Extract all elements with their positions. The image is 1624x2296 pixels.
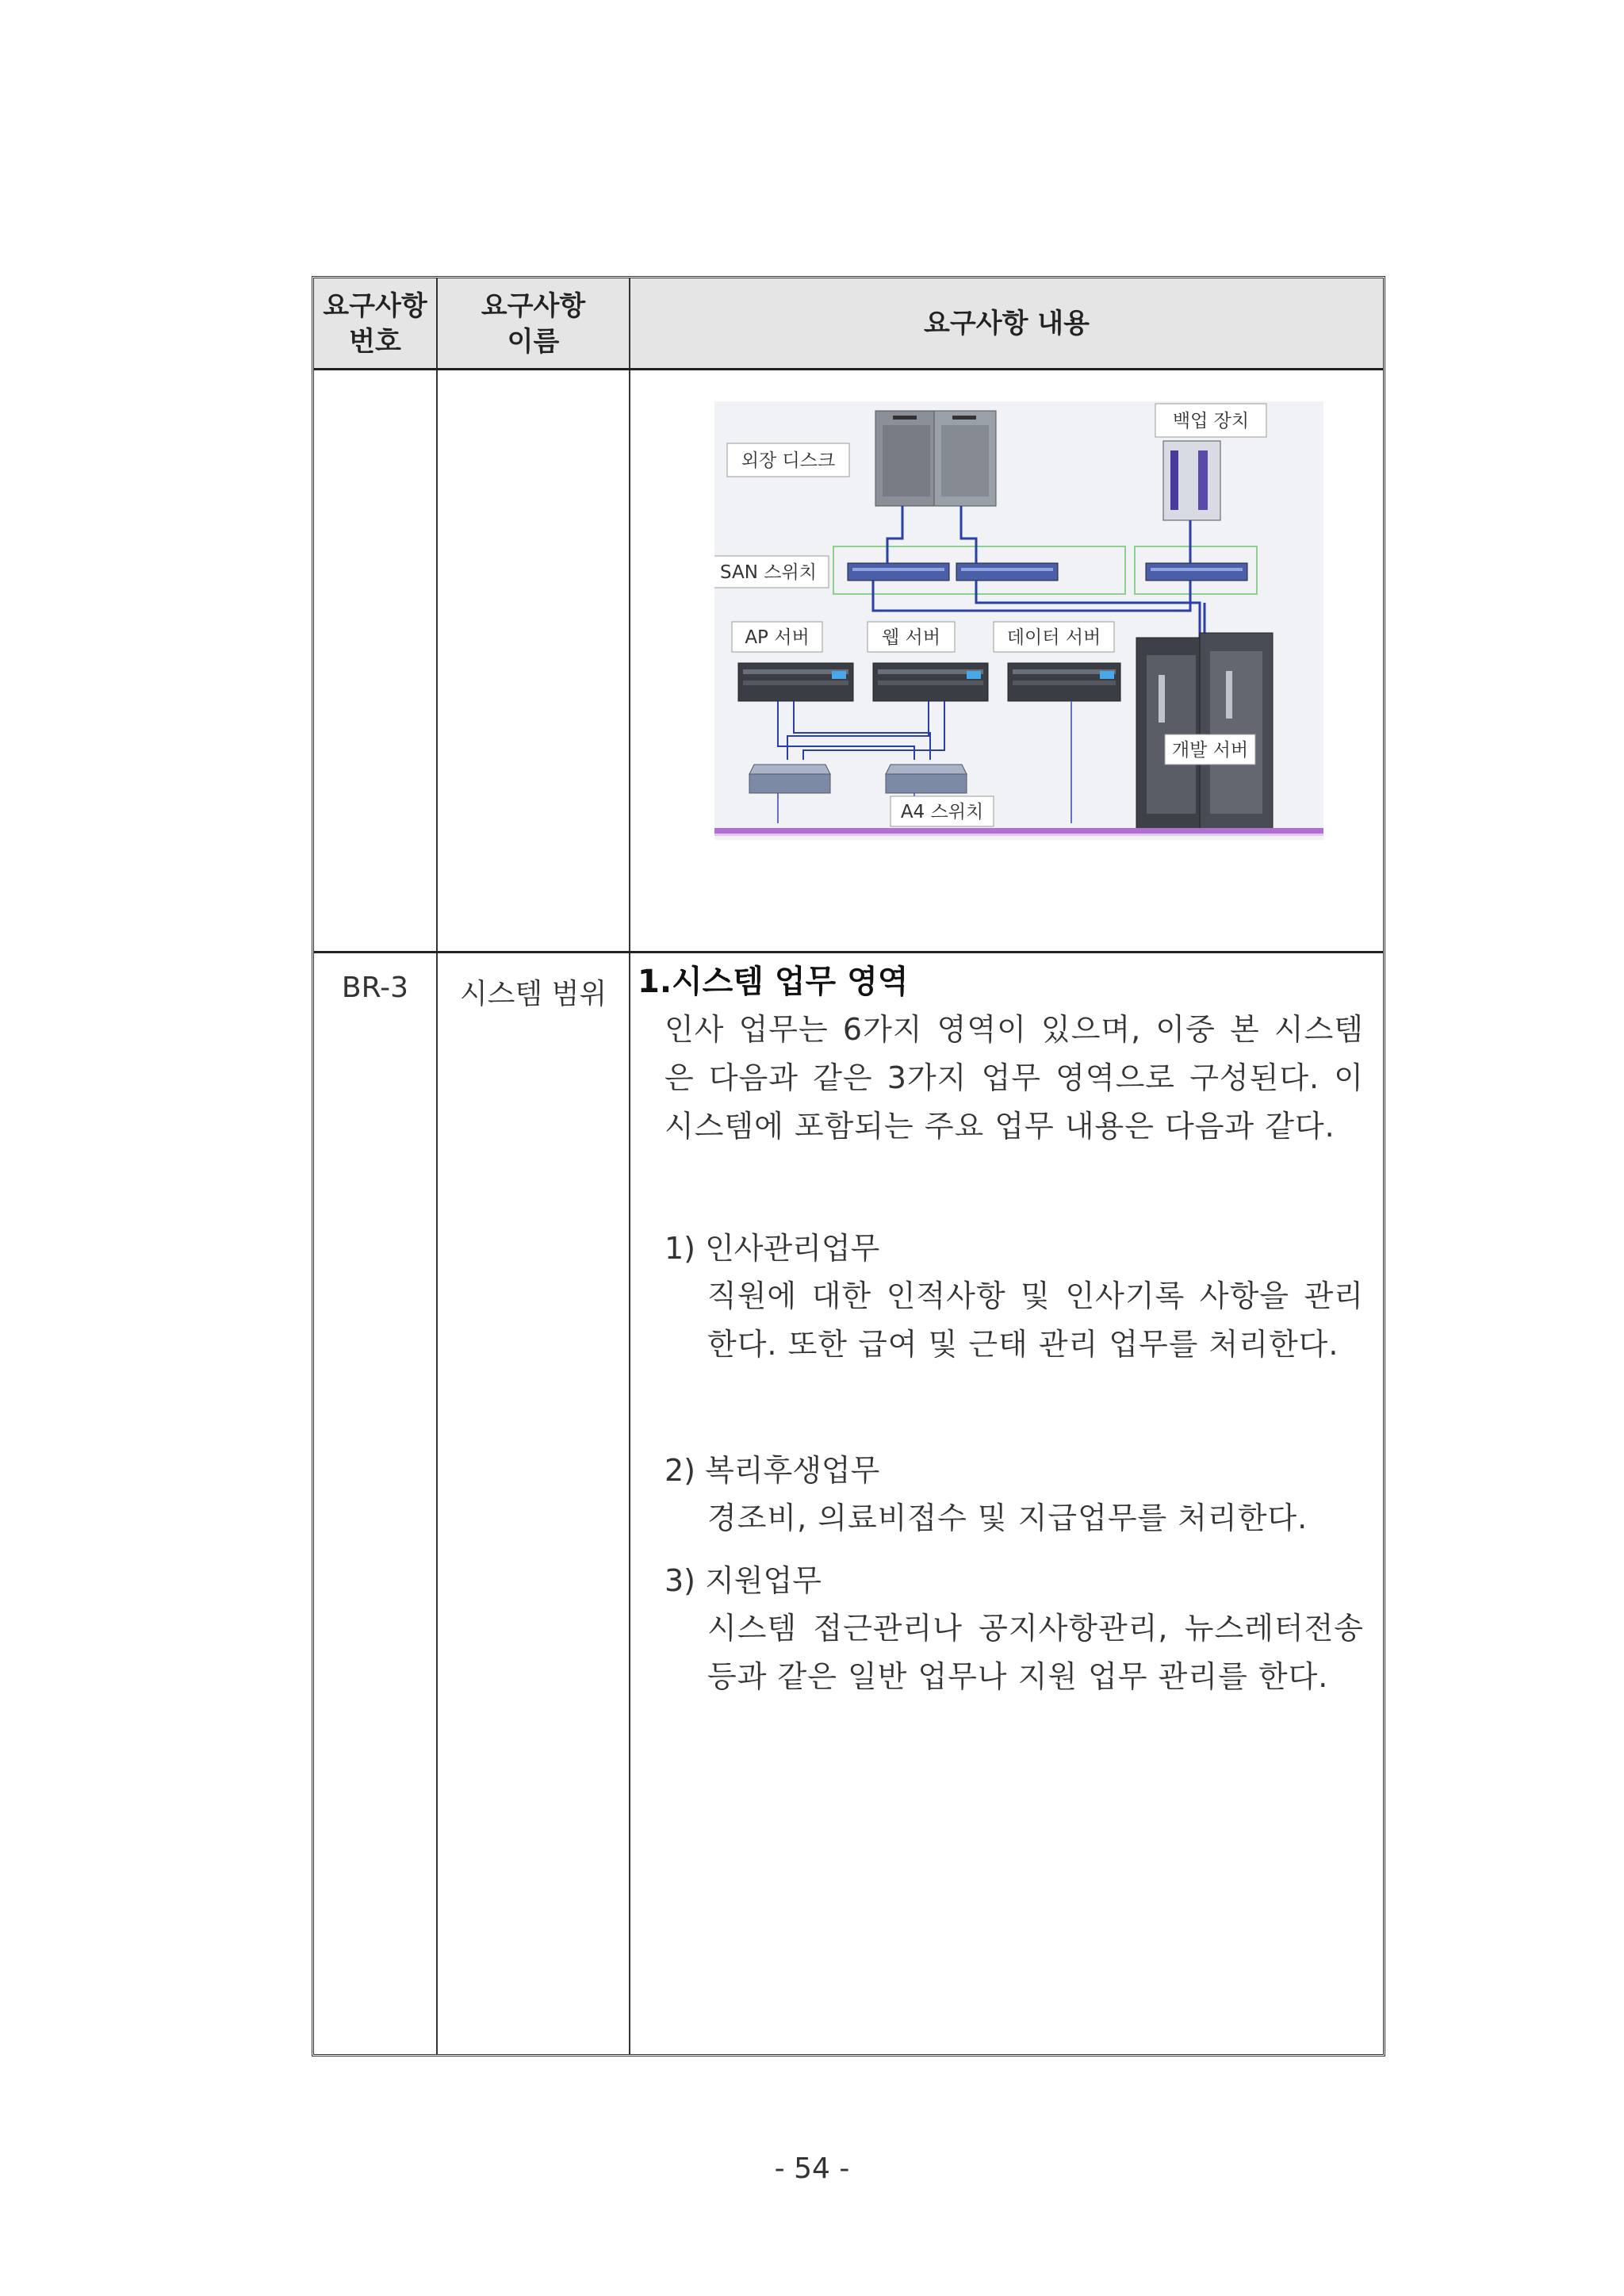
- header-number-line2: 번호: [349, 325, 401, 358]
- header-name-line2: 이름: [507, 325, 560, 358]
- san-switch-label: SAN 스위치: [720, 562, 817, 583]
- header-name-line1: 요구사항: [481, 289, 586, 322]
- ap-server-label-box: [732, 622, 822, 652]
- requirements-table: [312, 276, 1385, 2056]
- data-server-icon: [1008, 663, 1120, 701]
- data-server-label: 데이터 서버: [1006, 627, 1101, 648]
- ap-server-label: AP 서버: [745, 627, 810, 648]
- web-server-label: 웹 서버: [882, 627, 940, 648]
- web-server-label-box: [868, 622, 955, 652]
- row-divider: [314, 951, 1383, 953]
- requirement-id: BR-3: [341, 972, 409, 1004]
- requirement-name: 시스템 범위: [459, 978, 607, 1010]
- network-diagram: [714, 401, 1323, 840]
- page-number: - 54 -: [774, 2152, 850, 2185]
- header-content-label: 요구사항 내용: [924, 308, 1090, 340]
- header-number-line1: 요구사항: [323, 289, 427, 322]
- column-divider: [629, 278, 630, 2054]
- lan-bus-highlight: [714, 834, 1323, 836]
- data-server-label-box: [994, 622, 1114, 652]
- column-divider: [436, 278, 438, 2054]
- dev-server-label-box: [1165, 734, 1255, 765]
- backup-device-icon: [1163, 441, 1220, 520]
- backup-device-label-box: [1155, 404, 1266, 437]
- web-server-icon: [873, 663, 988, 701]
- external-disk-label: 외장 디스크: [741, 450, 836, 471]
- section-title: 1.시스템 업무 영역: [638, 964, 909, 1000]
- intro-paragraph: 인사 업무는 6가지 영역이 있으며, 이중 본 시스템은 다음과 같은 3가지 업무 영역으로 구성된다. 이 시스템에 포함되는 주요 업무 내용은 다음과 같다.: [665, 1012, 1364, 1144]
- item-title: 1) 인사관리업무: [665, 1231, 880, 1266]
- item-title: 2) 복리후생업무: [665, 1453, 880, 1488]
- dev-server-label: 개발 서버: [1171, 740, 1249, 761]
- item-body: 시스템 접근관리나 공지사항관리, 뉴스레터전송 등과 같은 일반 업무나 지원 업무 관리를 한다.: [707, 1611, 1364, 1694]
- header-requirement-name: [438, 278, 629, 370]
- item-title: 3) 지원업무: [665, 1563, 822, 1598]
- header-requirement-content: [630, 278, 1383, 370]
- item-body: 경조비, 의료비접수 및 지급업무를 처리한다.: [707, 1501, 1308, 1535]
- a4-switch-label: A4 스위치: [900, 802, 984, 822]
- san-switch-icon: [848, 563, 1247, 581]
- external-disk-label-box: [727, 443, 849, 477]
- dev-server-icon: [1136, 633, 1273, 832]
- a4-switch-label-box: [891, 796, 994, 826]
- header-requirement-number: [314, 278, 436, 370]
- san-switch-label-box: [714, 556, 829, 588]
- header-divider: [314, 368, 1383, 370]
- item-body: 직원에 대한 인적사항 및 인사기록 사항을 관리한다. 또한 급여 및 근태 관리 업무를 처리한다.: [707, 1278, 1364, 1362]
- ap-server-icon: [738, 663, 853, 701]
- external-disk-icon: [875, 411, 996, 506]
- backup-device-label: 백업 장치: [1172, 411, 1250, 431]
